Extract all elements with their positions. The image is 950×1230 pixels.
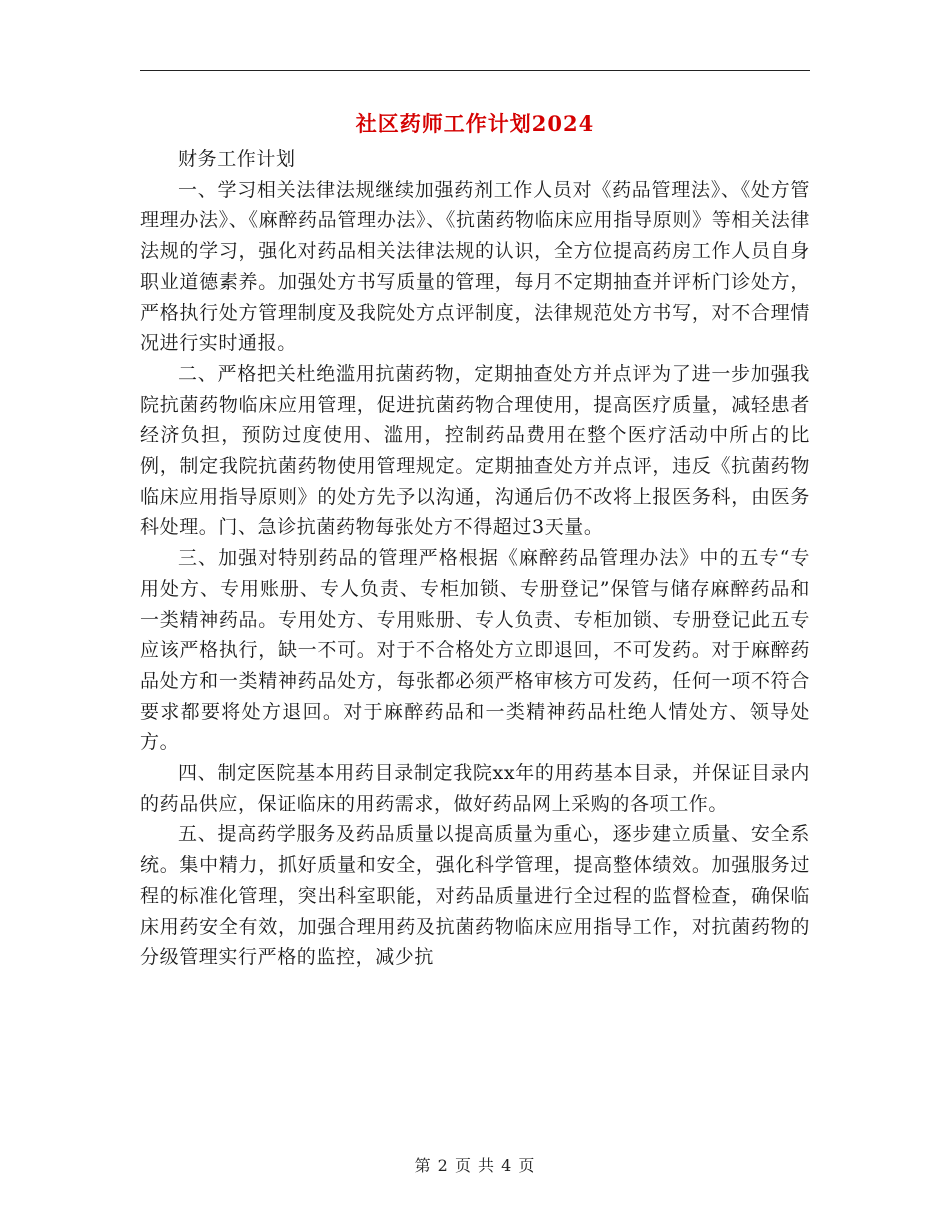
page-number-footer: 第 2 页 共 4 页 bbox=[414, 1156, 536, 1175]
paragraph-section-5: 五、提高药学服务及药品质量以提高质量为重心，逐步建立质量、安全系统。集中精力，抓好质量和安全，强化科学管理，提高整体绩效。加强服务过程的标准化管理，突出科室职能，对药品质量进行全过程的监督检查，确保临床用药安全有效，加强合理用药及抗菌药物临床应用指导工作，对抗菌药物的分级管理实行严格的监控，减少抗 bbox=[140, 823, 810, 969]
document-body bbox=[140, 144, 810, 973]
header-rule bbox=[140, 70, 810, 71]
paragraph-section-3: 三、加强对特别药品的管理严格根据《麻醉药品管理办法》中的五专“专用处方、专用账册、专人负责、专柜加锁、专册登记”保管与储存麻醉药品和一类精神药品。专用处方、专用账册、专人负责、专柜加锁、专册登记此五专应该严格执行，缺一不可。对于不合格处方立即退回，不可发药。对于麻醉药品处方和一类精神药品处方，每张都必须严格审核方可发药，任何一项不符合要求都要将处方退回。对于麻醉药品和一类精神药品杜绝人情处方、领导处方。 bbox=[140, 547, 810, 754]
paragraph-subtitle: 财务工作计划 bbox=[178, 148, 296, 170]
paragraph-section-4: 四、制定医院基本用药目录制定我院xx年的用药基本目录，并保证目录内的药品供应，保证临床的用药需求，做好药品网上采购的各项工作。 bbox=[140, 762, 810, 815]
paragraph-section-1: 一、学习相关法律法规继续加强药剂工作人员对《药品管理法》、《处方管理理办法》、《麻醉药品管理办法》、《抗菌药物临床应用指导原则》等相关法律法规的学习，强化对药品相关法律法规的认识，全方位提高药房工作人员自身职业道德素养。加强处方书写质量的管理，每月不定期抽查并评析门诊处方，严格执行处方管理制度及我院处方点评制度，法律规范处方书写，对不合理情况进行实时通报。 bbox=[140, 178, 810, 355]
paragraph-section-2: 二、严格把关杜绝滥用抗菌药物，定期抽查处方并点评为了进一步加强我院抗菌药物临床应用管理，促进抗菌药物合理使用，提高医疗质量，减轻患者经济负担，预防过度使用、滥用，控制药品费用在整个医疗活动中所占的比例，制定我院抗菌药物使用管理规定。定期抽查处方并点评，违反《抗菌药物临床应用指导原则》的处方先予以沟通，沟通后仍不改将上报医务科，由医务科处理。门、急诊抗菌药物每张处方不得超过3天量。 bbox=[140, 362, 810, 539]
document-title: 社区药师工作计划2024 bbox=[355, 111, 595, 136]
